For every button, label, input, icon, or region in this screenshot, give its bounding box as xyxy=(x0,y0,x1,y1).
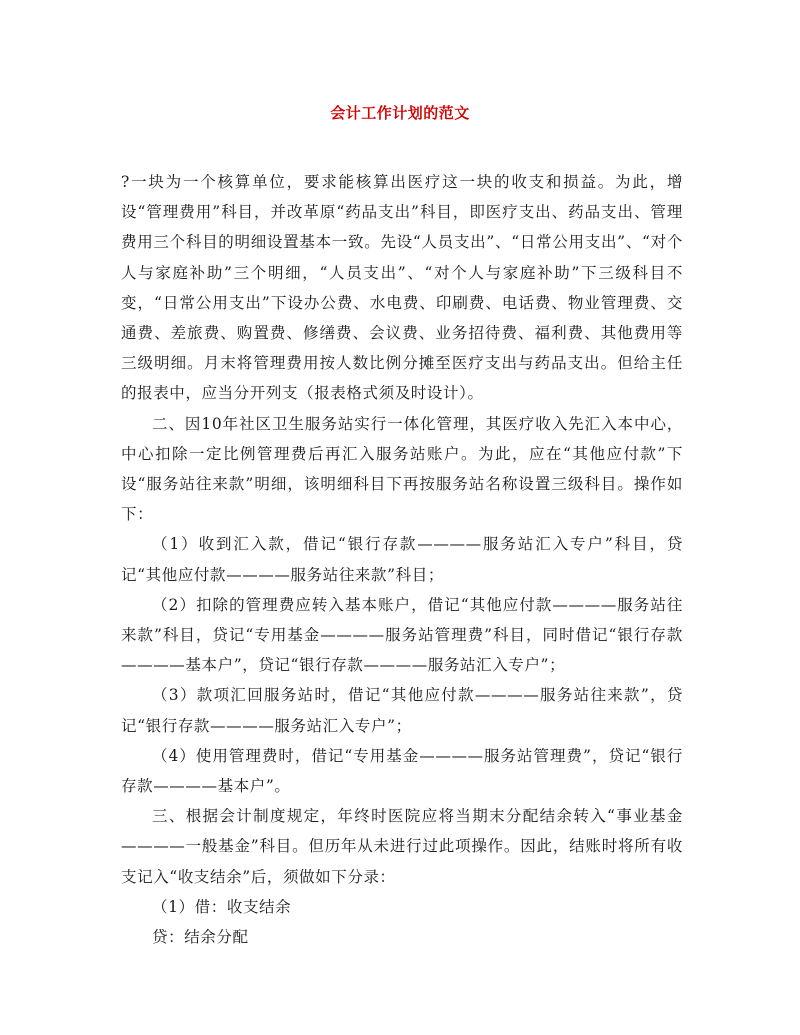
paragraph-section-two: 二、因10年社区卫生服务站实行一体化管理，其医疗收入先汇入本中心，中心扣除一定比例管理费后再汇入服务站账户。为此，应在“其他应付款”下设“服务站往来款”明细，该明细科目下再按服务站名称设置三级科目。操作如下： xyxy=(121,414,683,524)
paragraph-step-4: （4）使用管理费时，借记“专用基金————服务站管理费”，贷记“银行存款————基本户”。 xyxy=(121,746,683,796)
document-body xyxy=(121,167,683,952)
paragraph-section-three: 三、根据会计制度规定，年终时医院应将当期末分配结余转入“事业基金————一般基金”科目。但历年从未进行过此项操作。因此，结账时将所有收支记入“收支结余”后，须做如下分录： xyxy=(121,807,683,886)
paragraph-entry-debit: （1）借：收支结余 xyxy=(152,897,292,916)
paragraph-intro: ?一块为一个核算单位，要求能核算出医疗这一块的收支和损益。为此，增设“管理费用”科目，并改革原“药品支出”科目，即医疗支出、药品支出、管理费用三个科目的明细设置基本一致。先设“人员支出”、“日常公用支出”、“对个人与家庭补助”三个明细，“人员支出”、“对个人与家庭补助”下三级科目不变，“日常公用支出”下设办公费、水电费、印刷费、电话费、物业管理费、交通费、差旅费、购置费、修缮费、会议费、业务招待费、福利费、其他费用等三级明细。月末将管理费用按人数比例分摊至医疗支出与药品支出。但给主任的报表中，应当分开列支（报表格式须及时设计）。 xyxy=(121,173,683,403)
paragraph-step-3: （3）款项汇回服务站时，借记“其他应付款————服务站往来款”，贷记“银行存款————服务站汇入专户”； xyxy=(121,686,683,735)
paragraph-step-2: （2）扣除的管理费应转入基本账户，借记“其他应付款————服务站往来款”科目，贷记“专用基金————服务站管理费”科目，同时借记“银行存款————基本户”，贷记“银行存款————服务站汇入专户”； xyxy=(121,595,683,675)
paragraph-step-1: （1）收到汇入款，借记“银行存款————服务站汇入专户”科目，贷记“其他应付款————服务站往来款”科目； xyxy=(121,535,683,584)
document-title: 会计工作计划的范文 xyxy=(330,104,470,122)
paragraph-entry-credit: 贷：结余分配 xyxy=(152,928,249,947)
